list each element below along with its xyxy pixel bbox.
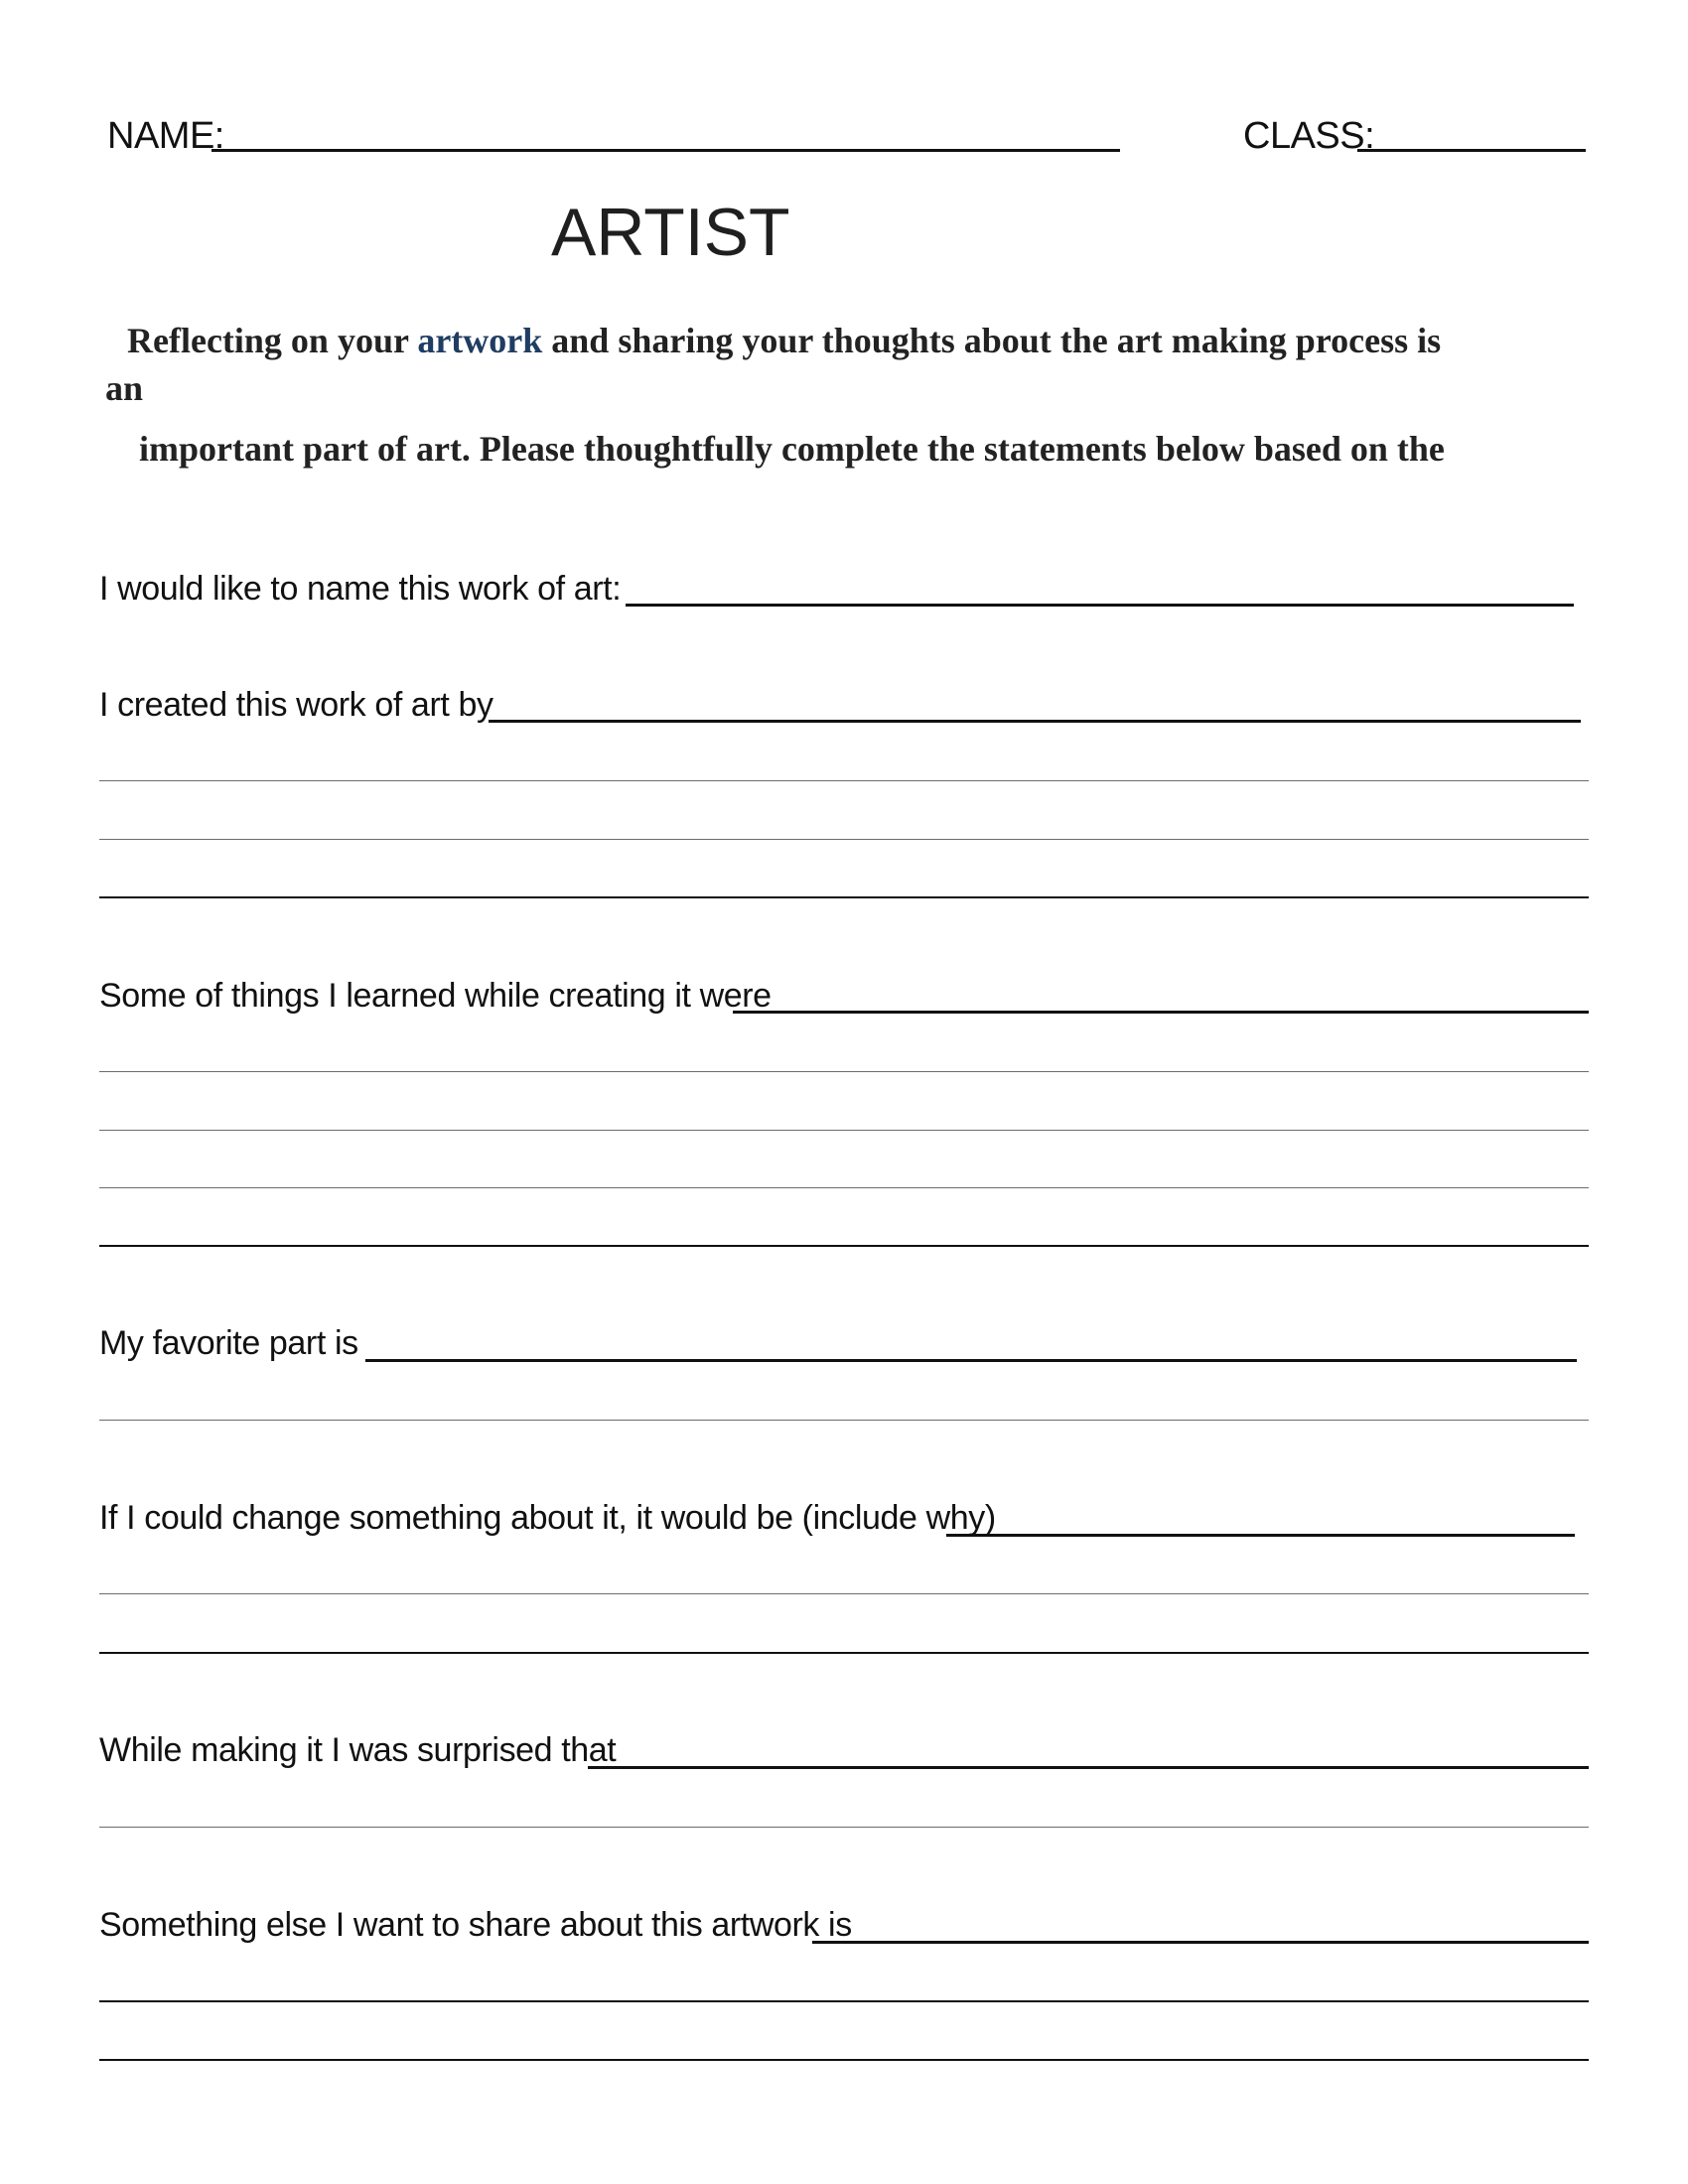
page-title: ARTIST — [551, 195, 790, 270]
class-label: CLASS: — [1243, 115, 1375, 157]
answer-line[interactable] — [99, 1071, 1589, 1072]
answer-line[interactable] — [99, 1187, 1589, 1188]
change-field[interactable] — [946, 1534, 1575, 1537]
intro-line-1-end: and sharing your thoughts about the art making process is — [542, 321, 1442, 360]
class-field[interactable] — [1357, 149, 1586, 152]
name-label: NAME: — [107, 115, 224, 157]
answer-line[interactable] — [99, 839, 1589, 840]
answer-line[interactable] — [99, 1827, 1589, 1828]
favorite-field[interactable] — [365, 1359, 1577, 1362]
surprised-field[interactable] — [588, 1766, 1589, 1769]
artwork-link[interactable]: artwork — [417, 321, 543, 360]
answer-line[interactable] — [99, 1245, 1589, 1247]
intro-line-1-start: Reflecting on your — [127, 321, 418, 360]
answer-line[interactable] — [99, 1652, 1589, 1654]
intro-line-1 — [127, 323, 1441, 358]
prompt-share: Something else I want to share about this artwork is — [99, 1906, 852, 1944]
learned-field[interactable] — [733, 1011, 1589, 1014]
answer-line[interactable] — [99, 1593, 1589, 1594]
intro-line-2: important part of art. Please thoughtfully complete the statements below based on the — [139, 429, 1445, 469]
prompt-created-by: I created this work of art by — [99, 686, 493, 724]
prompt-favorite: My favorite part is — [99, 1324, 358, 1362]
created-by-field[interactable] — [489, 720, 1581, 723]
answer-line[interactable] — [99, 780, 1589, 781]
answer-line[interactable] — [99, 2000, 1589, 2002]
prompt-learned: Some of things I learned while creating it were — [99, 977, 772, 1015]
answer-line[interactable] — [99, 896, 1589, 898]
name-work-field[interactable] — [626, 604, 1574, 607]
answer-line[interactable] — [99, 1420, 1589, 1421]
name-field[interactable] — [211, 149, 1120, 152]
prompt-change: If I could change something about it, it would be (include why) — [99, 1499, 996, 1537]
answer-line[interactable] — [99, 1130, 1589, 1131]
share-field[interactable] — [812, 1941, 1589, 1944]
intro-line-1-wrap: an — [105, 368, 144, 408]
answer-line[interactable] — [99, 2059, 1589, 2061]
prompt-name-work: I would like to name this work of art: — [99, 570, 622, 608]
prompt-surprised: While making it I was surprised that — [99, 1731, 617, 1769]
